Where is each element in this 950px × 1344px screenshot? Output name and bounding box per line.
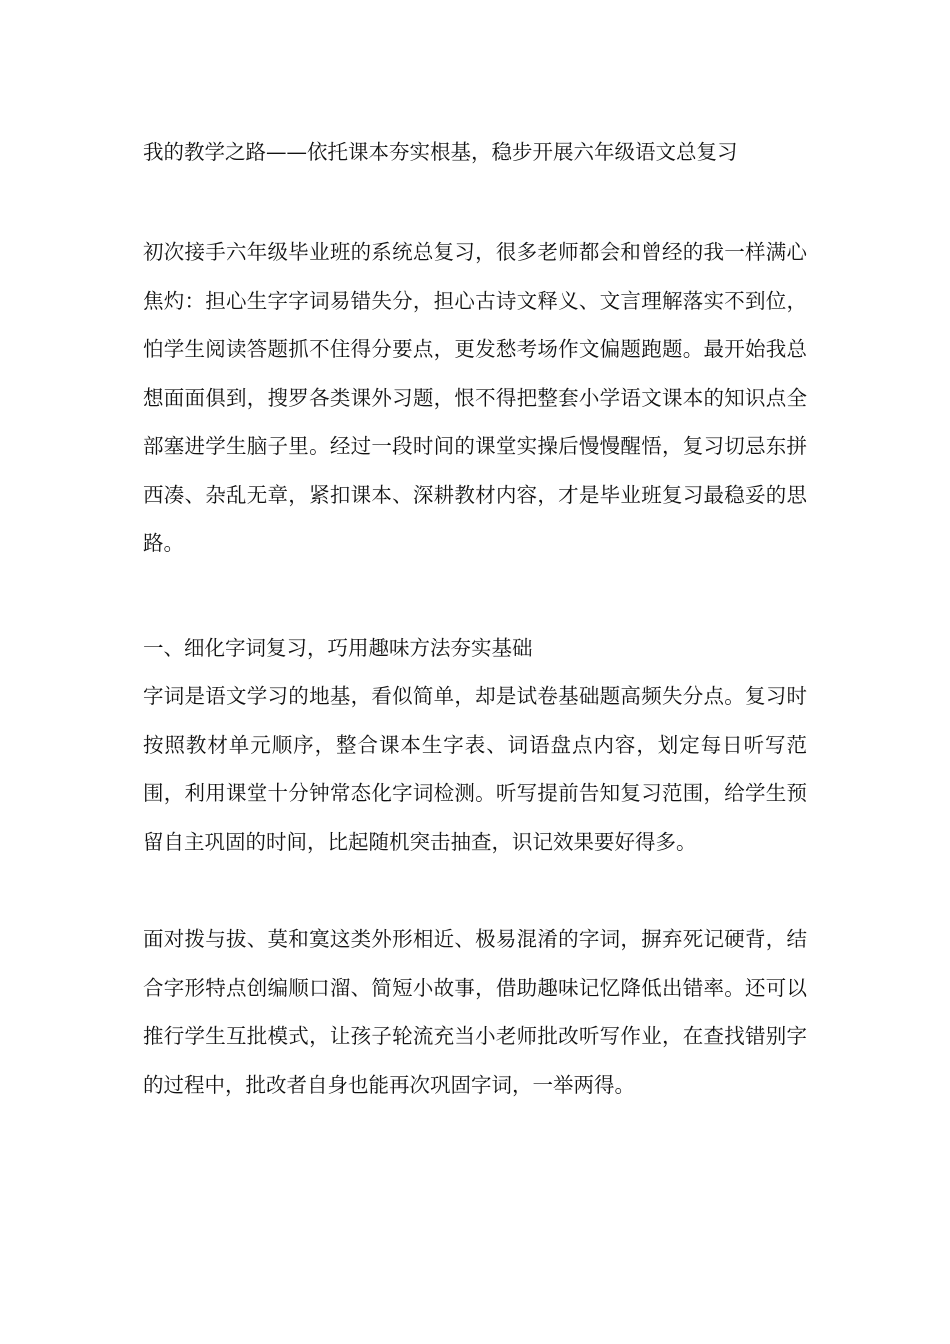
document-title: 我的教学之路——依托课本夯实根基，稳步开展六年级语文总复习: [143, 140, 738, 164]
section-paragraph-2: 面对拨与拔、莫和寞这类外形相近、极易混淆的字词，摒弃死记硬背，结合字形特点创编顺口溜、简短小故事，借助趣味记忆降低出错率。还可以推行学生互批模式，让孩子轮流充当小老师批改听写作业，在查找错别字的过程中，批改者自身也能再次巩固字词，一举两得。: [143, 927, 807, 1097]
section-heading: 一、细化字词复习，巧用趣味方法夯实基础: [143, 636, 533, 660]
section-paragraph-1: 字词是语文学习的地基，看似简单，却是试卷基础题高频失分点。复习时按照教材单元顺序，整合课本生字表、词语盘点内容，划定每日听写范围，利用课堂十分钟常态化字词检测。听写提前告知复习范围，给学生预留自主巩固的时间，比起随机突击抽查，识记效果要好得多。: [143, 684, 807, 854]
intro-paragraph: 初次接手六年级毕业班的系统总复习，很多老师都会和曾经的我一样满心焦灼：担心生字字词易错失分，担心古诗文释义、文言理解落实不到位，怕学生阅读答题抓不住得分要点，更发愁考场作文偏题跑题。最开始我总想面面俱到，搜罗各类课外习题，恨不得把整套小学语文课本的知识点全部塞进学生脑子里。经过一段时间的课堂实操后慢慢醒悟，复习切忌东拼西凑、杂乱无章，紧扣课本、深耕教材内容，才是毕业班复习最稳妥的思路。: [143, 240, 807, 555]
